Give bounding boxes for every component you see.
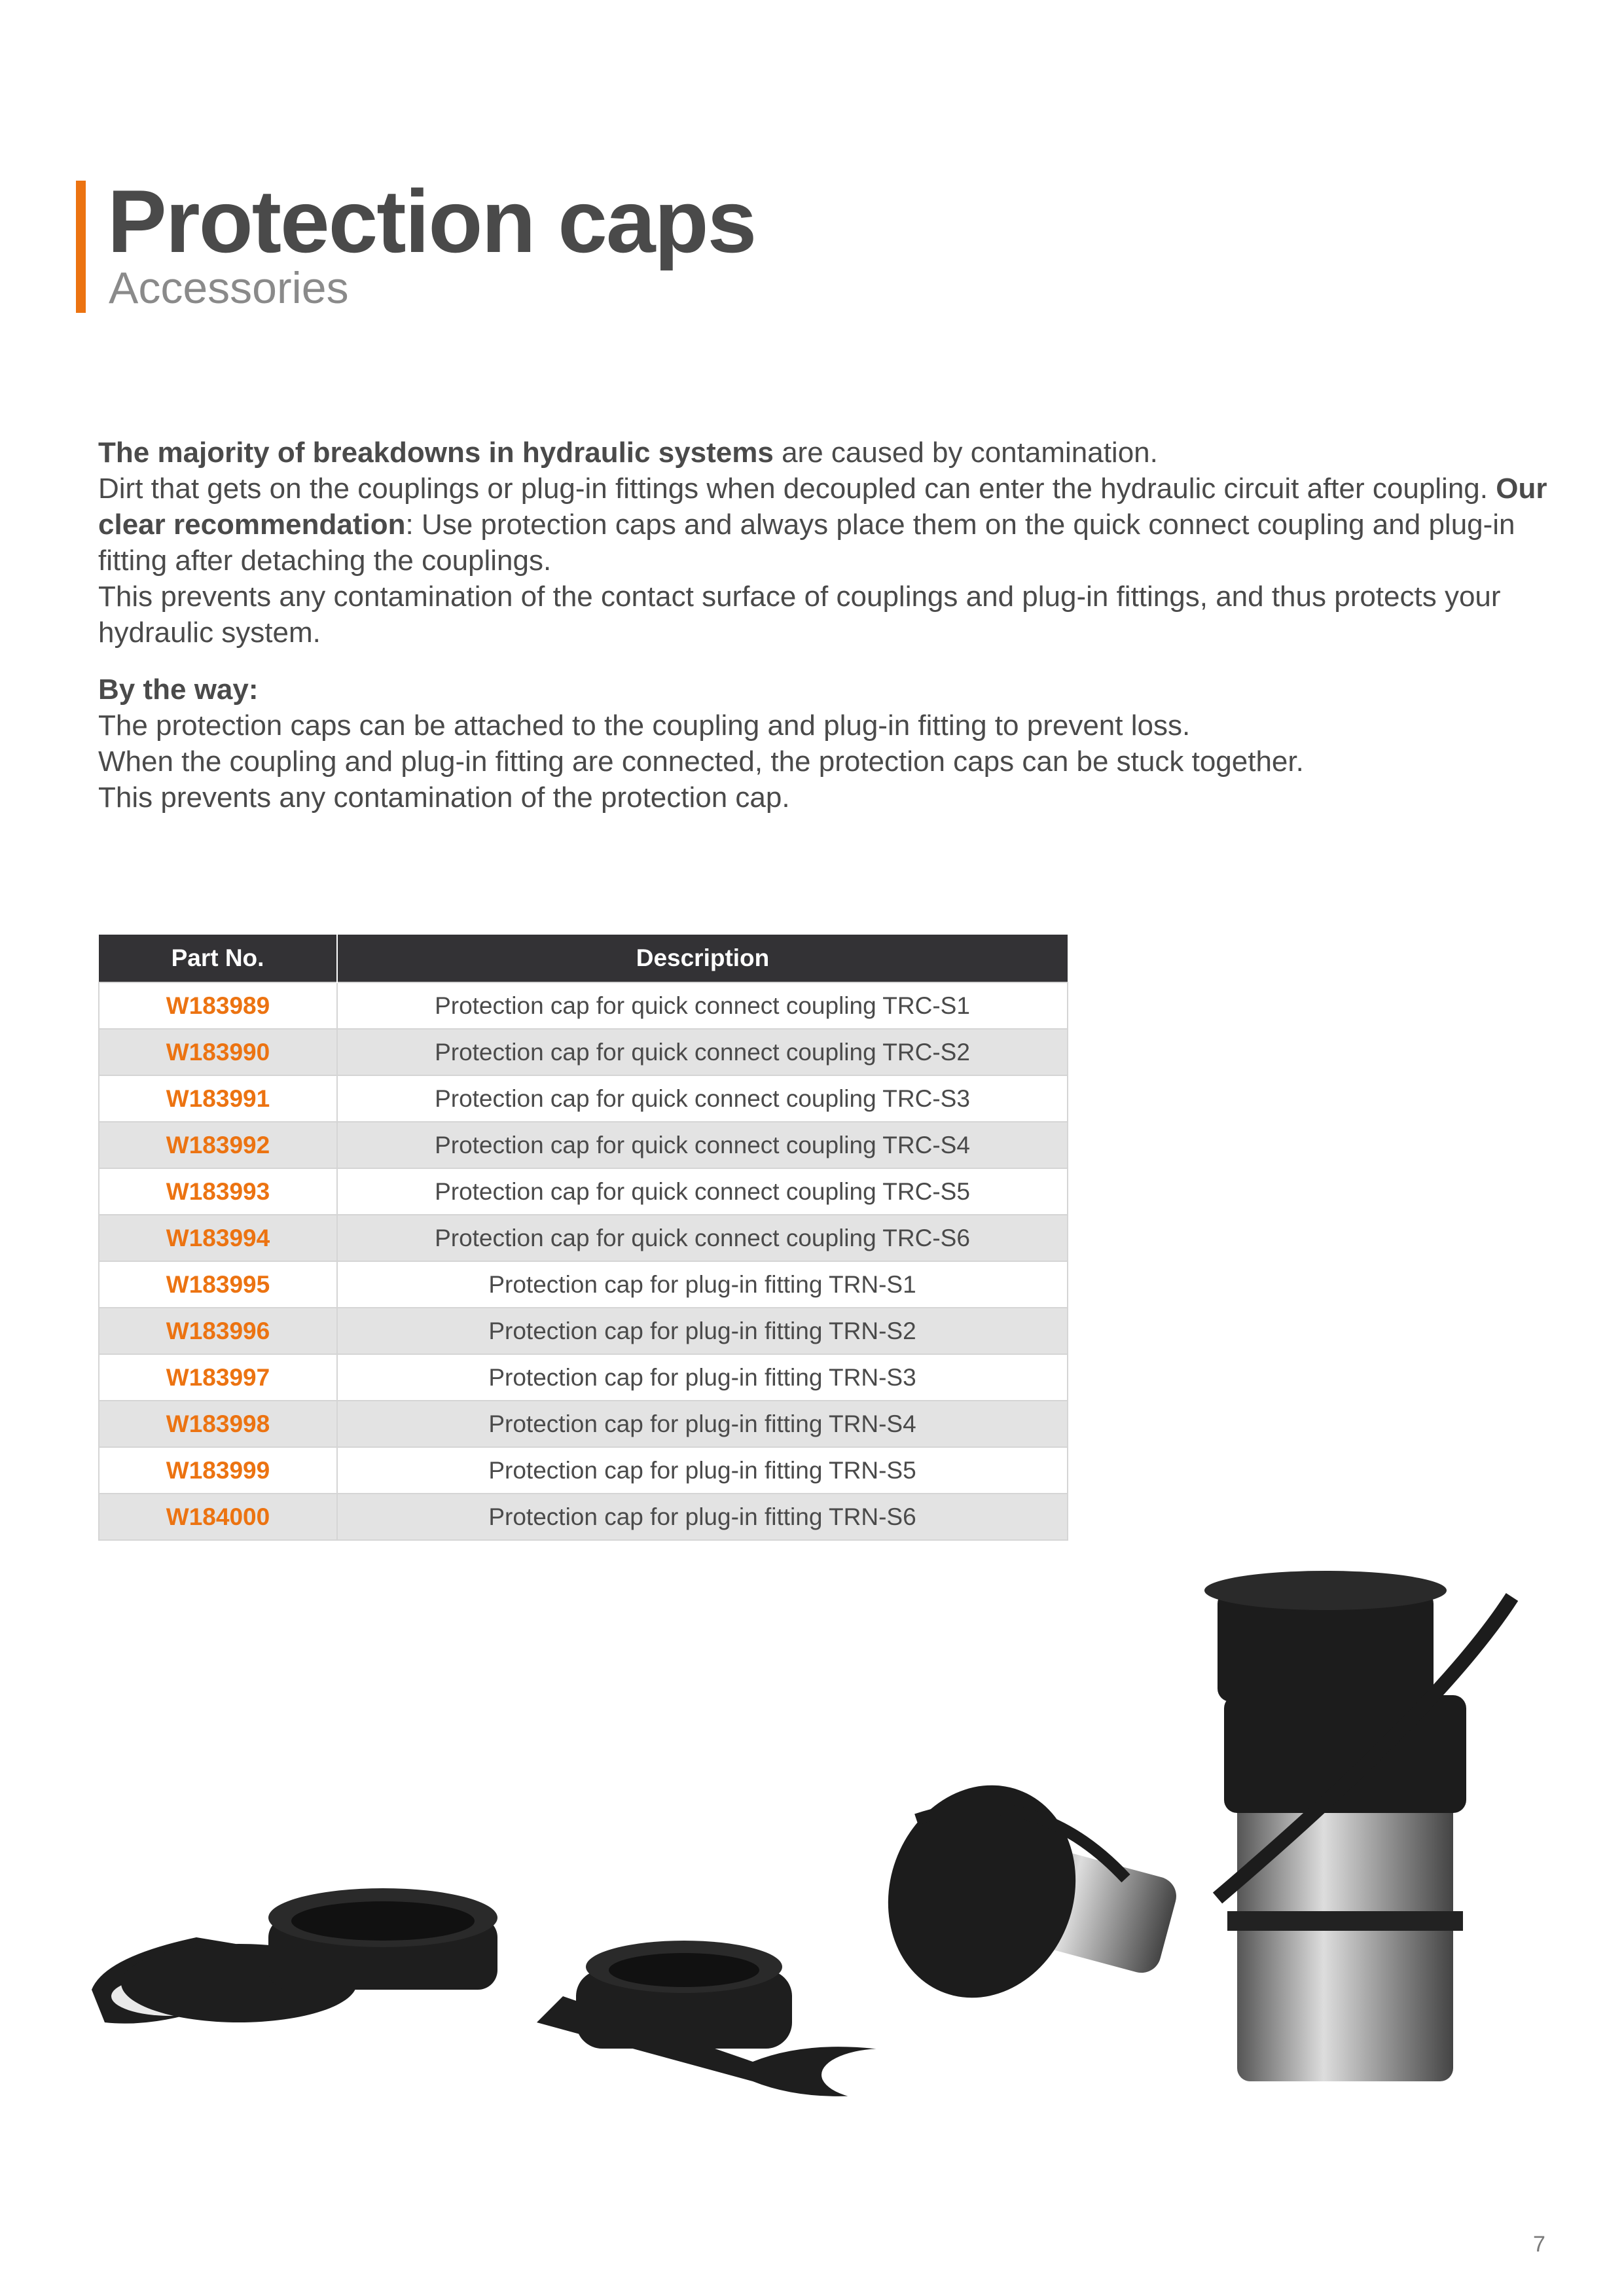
product-photo: [65, 1538, 1591, 2127]
text: are caused by contamination.: [773, 437, 1158, 469]
part-number: W183990: [99, 1029, 337, 1075]
table-row: [99, 1168, 1068, 1215]
part-description: Protection cap for quick connect coupling TRC-S3: [337, 1075, 1068, 1122]
part-number: W183998: [99, 1401, 337, 1447]
table-row: [99, 1354, 1068, 1401]
part-description: Protection cap for plug-in fitting TRN-S2: [337, 1308, 1068, 1354]
table-row: [99, 1494, 1068, 1540]
plug-in-fitting-icon: [859, 1759, 1181, 2024]
part-description: Protection cap for plug-in fitting TRN-S1: [337, 1261, 1068, 1308]
intro-text: [98, 435, 1558, 816]
table-row: [99, 1215, 1068, 1261]
quick-connect-coupling-icon: [1204, 1571, 1512, 2081]
parts-table: [98, 935, 1068, 1541]
table-row: [99, 1447, 1068, 1494]
part-number: W183994: [99, 1215, 337, 1261]
plug-cap-icon: [537, 1941, 946, 2101]
column-header-description: Description: [337, 935, 1068, 982]
part-number: W183996: [99, 1308, 337, 1354]
part-number: W183993: [99, 1168, 337, 1215]
table-row: [99, 1122, 1068, 1168]
intro-paragraph-3: This prevents any contamination of the contact surface of couplings and plug-in fittings, and thus protects your hydraulic system.: [98, 581, 1501, 649]
part-description: Protection cap for plug-in fitting TRN-S4: [337, 1401, 1068, 1447]
by-the-way-line: The protection caps can be attached to the coupling and plug-in fitting to prevent loss.: [98, 709, 1191, 742]
part-description: Protection cap for plug-in fitting TRN-S5: [337, 1447, 1068, 1494]
text: Dirt that gets on the couplings or plug-in fittings when decoupled can enter the hydraulic circuit after coupling.: [98, 473, 1496, 505]
emphasis: Our clear recommendation: [98, 473, 1547, 541]
table-row: [99, 1075, 1068, 1122]
column-header-part-no: Part No.: [99, 935, 337, 982]
part-description: Protection cap for quick connect coupling TRC-S5: [337, 1168, 1068, 1215]
part-number: W183995: [99, 1261, 337, 1308]
page-title: Protection caps: [107, 171, 756, 271]
table-row: [99, 1261, 1068, 1308]
part-description: Protection cap for quick connect coupling TRC-S2: [337, 1029, 1068, 1075]
part-description: Protection cap for plug-in fitting TRN-S3: [337, 1354, 1068, 1401]
table-row: [99, 1029, 1068, 1075]
coupling-cap-icon: [92, 1888, 497, 2024]
part-number: W184000: [99, 1494, 337, 1540]
intro-paragraph-1: [98, 435, 1558, 471]
page-number: 7: [1533, 2232, 1545, 2257]
part-description: Protection cap for quick connect coupling TRC-S6: [337, 1215, 1068, 1261]
part-number: W183992: [99, 1122, 337, 1168]
emphasis: The majority of breakdowns in hydraulic systems: [98, 437, 774, 469]
page-subtitle: Accessories: [109, 263, 349, 313]
title-accent-bar: [76, 181, 86, 313]
text: : Use protection caps and always place them on the quick connect coupling and plug-in fitting after detaching the couplings.: [98, 509, 1515, 577]
part-number: W183989: [99, 982, 337, 1029]
intro-paragraph-2: [98, 471, 1558, 579]
table-row: [99, 1308, 1068, 1354]
part-description: Protection cap for plug-in fitting TRN-S6: [337, 1494, 1068, 1540]
part-number: W183991: [99, 1075, 337, 1122]
part-number: W183999: [99, 1447, 337, 1494]
by-the-way-line: This prevents any contamination of the protection cap.: [98, 781, 790, 814]
part-description: Protection cap for quick connect coupling TRC-S1: [337, 982, 1068, 1029]
by-the-way-heading: By the way:: [98, 673, 259, 706]
table-row: [99, 982, 1068, 1029]
by-the-way-line: When the coupling and plug-in fitting are connected, the protection caps can be stuck together.: [98, 745, 1304, 778]
table-row: [99, 1401, 1068, 1447]
part-number: W183997: [99, 1354, 337, 1401]
part-description: Protection cap for quick connect coupling TRC-S4: [337, 1122, 1068, 1168]
